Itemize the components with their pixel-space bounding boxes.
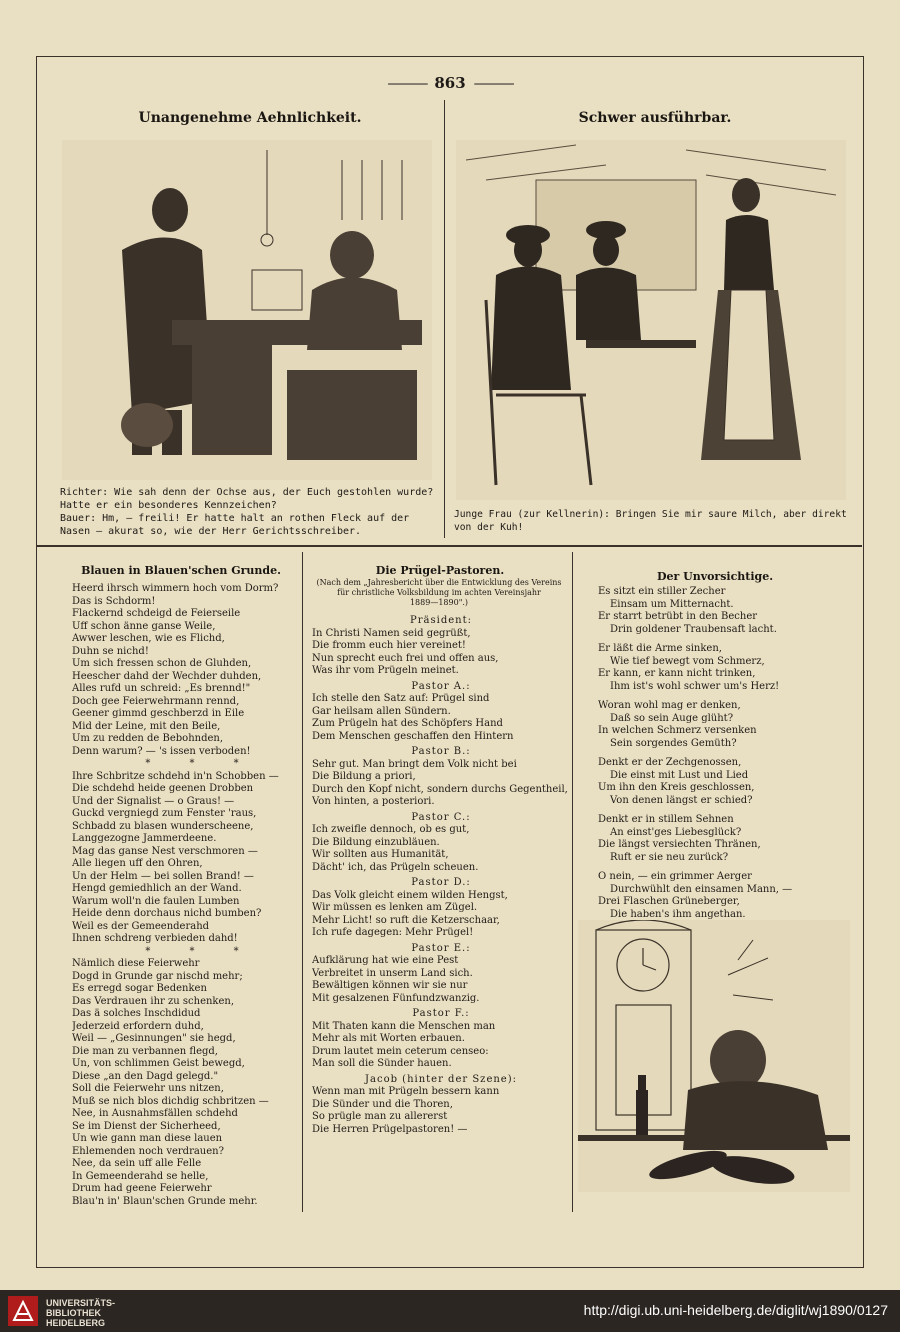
poem-line: Drin goldener Traubensaft lacht. (610, 623, 777, 635)
subtitle-line: (Nach dem „Jahresbericht über die Entwicklung des Vereins (316, 578, 562, 587)
poem-line: Wenn man mit Prügeln bessern kann (312, 1086, 500, 1097)
poem-line (598, 807, 848, 814)
poem-line: Se im Dienst der Sicherheed, (72, 1120, 221, 1132)
col1-poem (72, 583, 300, 1208)
poem-line: Dem Menschen geschaffen den Hintern (312, 730, 514, 742)
poem-line: An einst'ges Liebesglück? (610, 826, 742, 838)
poem-line: Woran wohl mag er denken, (598, 700, 741, 711)
col3-title: Der Unvorsichtige. (656, 570, 774, 583)
poem-line: Ihnen schdreng verbieden dahd! (72, 933, 238, 944)
poem-line: Sehr gut. Man bringt dem Volk nicht bei (312, 758, 517, 770)
poem-line: In Gemeenderahd se helle, (72, 1170, 209, 1182)
poem-line: Nämlich diese Feierwehr (72, 958, 200, 969)
poem-line: Un wie gann man diese lauen (72, 1133, 223, 1144)
poem-line: Soll die Feierwehr uns nitzen, (72, 1083, 224, 1094)
poem-line: Wie tief bewegt vom Schmerz, (610, 655, 765, 667)
poem-line: Denkt er in stillem Sehnen (598, 814, 734, 825)
poem-line: Verbreitet in unserm Land sich. (312, 967, 473, 979)
poem-line: Schbadd zu blasen wunderscheene, (72, 820, 254, 832)
subtitle-line: für christliche Volksbildung im achten Vereinsjahr (337, 588, 541, 597)
poem-line: Ich rufe dagegen: Mehr Prügel! (312, 927, 474, 938)
speaker-label: Pastor D.: (411, 877, 471, 888)
poem-line: Er starrt betrübt in den Becher (598, 611, 758, 622)
poem-line: Un der Helm — bei sollen Brand! — (72, 870, 254, 882)
right-cartoon-title: Schwer ausführbar. (578, 110, 732, 126)
poem-line: Muß se nich blos dichdig schbritzen — (72, 1095, 269, 1107)
poem-line: Ihm ist's wohl schwer um's Herz! (610, 680, 780, 692)
poem-line: Daß so sein Auge glüht? (610, 712, 734, 724)
poem-line: Uff schon änne ganse Weile, (72, 620, 216, 632)
poem-line: Alle liegen uff den Ohren, (72, 858, 203, 869)
col1-title: Blauen in Blauen'schen Grunde. (81, 564, 281, 577)
subtitle-line: 1889—1890".) (409, 598, 469, 607)
poem-line: Drum lautet mein ceterum censeo: (312, 1045, 489, 1057)
poem-line: Ich stelle den Satz auf: Prügel sind (312, 693, 490, 704)
poem-line: Mag das ganse Nest verschmoren — (72, 845, 258, 857)
poem-line: Denkt er der Zechgenossen, (598, 757, 742, 768)
poem-line: Um sich fressen schon de Gluhden, (72, 658, 252, 669)
poem-line: Die einst mit Lust und Lied (610, 769, 749, 781)
courtroom-illustration (62, 140, 432, 480)
library-name-line: BIBLIOTHEK (46, 1308, 101, 1318)
poem-line: Von hinten, a posteriori. (312, 796, 435, 807)
poem-line: Das is Schdorm! (72, 595, 156, 607)
speaker-label: Pastor E.: (411, 942, 471, 954)
poem-line: Die man zu verbannen flegd, (72, 1045, 218, 1057)
poem-line: Diese „an den Dagd gelegd." (72, 1070, 219, 1082)
poem-line: Warum woll'n die faulen Lumben (72, 895, 240, 907)
poem-line: Denn warum? — 's issen verboden! (72, 745, 251, 757)
poem-line: Hengd gemiedhlich an der Wand. (72, 883, 242, 894)
poem-line: Um zu redden de Bebohnden, (72, 733, 224, 744)
poem-line: Die Sünder und die Thoren, (312, 1098, 453, 1110)
poem-line: Die Herren Prügelpastoren! — (312, 1123, 468, 1135)
poem-line: Das Volk gleicht einem wilden Hengst, (312, 889, 508, 901)
poem-line (598, 693, 848, 700)
poem-line: Er kann, er kann nicht trinken, (598, 668, 756, 679)
poem-line: Dächt' ich, das Prügeln scheuen. (312, 861, 479, 873)
poem-line: Zum Prügeln hat des Schöpfers Hand (312, 718, 503, 729)
poem-line: Wir müssen es lenken am Zügel. (312, 902, 478, 913)
poem-line: Einsam um Mitternacht. (610, 598, 734, 610)
poem-line: Mid der Leine, mit den Beile, (72, 720, 221, 732)
caption-line: Nasen — akurat so, wie der Herr Gerichtsschreiber. (60, 526, 362, 537)
poem-line: Das ä solches Inschdidud (72, 1008, 201, 1019)
caption-line: Junge Frau (zur Kellnerin): Bringen Sie mir saure Milch, aber direkt (454, 509, 847, 520)
poem-line: Blau'n in' Blaun'schen Grunde mehr. (72, 1195, 258, 1207)
poem-line: Alles rufd un schreid: „Es brennd!" (72, 683, 251, 694)
page-number: ——— 863 ——— (0, 74, 900, 92)
poem-line: Drei Flaschen Grüneberger, (598, 896, 740, 907)
caption-line: Bauer: Hm, — freili! Er hatte halt an rothen Fleck auf der (60, 513, 410, 524)
poem-line: Die Bildung a priori, (312, 771, 416, 782)
poem-line: Wir sollten aus Humanität, (312, 849, 449, 860)
poem-line: Man soll die Sünder hauen. (312, 1058, 452, 1069)
poem-line (598, 636, 848, 643)
poem-line: Un, von schlimmen Geist bewegd, (72, 1058, 245, 1069)
poem-line: Heide denn dorchaus nichd bumben? (72, 908, 262, 919)
poem-line: Die fromm euch hier vereinet! (312, 640, 466, 651)
poem-line: Was ihr vom Prügeln meinet. (312, 665, 459, 676)
poem-line: Jederzeid erfordern duhd, (72, 1020, 204, 1032)
poem-line (598, 864, 848, 871)
poem-line: Es erregd sogar Bedenken (72, 983, 207, 994)
section-stars: * * * (145, 758, 257, 769)
drinker-illustration (578, 920, 850, 1192)
speaker-label: Pastor B.: (411, 746, 471, 757)
left-cartoon-caption (60, 486, 440, 538)
poem-line: Nun sprecht euch frei und offen aus, (312, 652, 499, 664)
col2-title: Die Prügel-Pastoren. (375, 564, 505, 577)
poem-line: Heerd ihrsch wimmern hoch vom Dorm? (72, 583, 279, 594)
poem-line: Von denen längst er schied? (610, 794, 753, 806)
poem-line: Bewältigen können wir sie nur (312, 980, 468, 991)
poem-line: Nee, in Ausnahmsfällen schdehd (72, 1108, 238, 1119)
poem-line: Die schdehd heide geenen Drobben (72, 783, 254, 794)
poem-line: Mehr Licht! so ruft die Ketzerschaar, (312, 914, 500, 926)
poem-line: Durchwühlt den einsamen Mann, — (610, 883, 793, 895)
poem-line: In welchen Schmerz versenken (598, 725, 757, 736)
library-name-line: HEIDELBERG (46, 1318, 106, 1328)
poem-line: Gar heilsam allen Sündern. (312, 705, 451, 717)
poem-line: Heescher dahd der Wechder duhden, (72, 670, 262, 682)
poem-line: Ruft er sie neu zurück? (610, 851, 729, 863)
column-divider-2 (572, 552, 573, 1212)
poem-line: Flackernd schdeigd de Feierseile (72, 608, 241, 619)
poem-line: Weil es der Gemeenderahd (72, 920, 210, 932)
poem-line: Ich zweifle dennoch, ob es gut, (312, 824, 470, 835)
poem-line: Ehlemenden noch verdrauen? (72, 1145, 224, 1157)
library-name (46, 1298, 115, 1328)
column-divider-1 (302, 552, 303, 1212)
speaker-label: Präsident: (410, 615, 472, 626)
poem-line: In Christi Namen seid gegrüßt, (312, 627, 471, 639)
poem-line: Aufklärung hat wie eine Pest (312, 955, 459, 966)
source-url-link[interactable]: http://digi.ub.uni-heidelberg.de/diglit/wj1890/0127 (583, 1302, 888, 1318)
caption-line: Richter: Wie sah denn der Ochse aus, der Euch gestohlen wurde? (60, 487, 434, 498)
poem-line: Nee, da sein uff alle Felle (72, 1158, 202, 1169)
col2-subtitle (308, 578, 570, 608)
poem-line: Sein sorgendes Gemüth? (610, 737, 737, 749)
poem-line: Guckd vergniegd zum Fenster 'raus, (72, 808, 257, 819)
speaker-label: Pastor F.: (412, 1008, 470, 1019)
caption-line: von der Kuh! (454, 522, 524, 533)
poem-line (598, 750, 848, 757)
poem-line: Mit gesalzenen Fünfundzwanzig. (312, 992, 480, 1004)
poem-line: Doch gee Feierwehrmann rennd, (72, 695, 240, 707)
poem-line: Ihre Schbritze schdehd in'n Schobben — (72, 770, 279, 782)
col2-poem (312, 612, 570, 1136)
poem-line: So prügle man zu allererst (312, 1111, 448, 1122)
col3-poem (598, 586, 848, 921)
speaker-label: Pastor C.: (411, 811, 471, 823)
footer-bar (0, 1290, 900, 1332)
cafe-garden-illustration (456, 140, 846, 500)
poem-line: Die längst versiechten Thränen, (598, 839, 761, 850)
right-cartoon-caption (454, 508, 854, 534)
poem-line: Mehr als mit Worten erbauen. (312, 1033, 465, 1044)
poem-line: O nein, — ein grimmer Aerger (598, 871, 752, 882)
poem-line: Die Bildung einzubläuen. (312, 836, 440, 848)
poem-line: Awwer leschen, wie es Flichd, (72, 633, 225, 644)
poem-line: Und der Signalist — o Graus! — (72, 795, 235, 807)
section-divider (37, 545, 862, 547)
poem-line: Durch den Kopf nicht, sondern durchs Gegentheil, (312, 783, 568, 795)
caption-line: Hatte er ein besonderes Kennzeichen? (60, 500, 277, 511)
left-cartoon-title: Unangenehme Aehnlichkeit. (138, 110, 362, 126)
library-name-line: UNIVERSITÄTS- (46, 1298, 116, 1308)
poem-line: Drum had geene Feierwehr (72, 1183, 212, 1194)
poem-line: Dogd in Grunde gar nischd mehr; (72, 970, 243, 982)
speaker-label: Pastor A.: (411, 680, 471, 692)
poem-line: Geener gimmd geschberzd in Eile (72, 708, 245, 719)
poem-line: Langgezogne Jammerdeene. (72, 833, 217, 844)
poem-line: Weil — „Gesinnungen" sie hegd, (72, 1033, 236, 1044)
poem-line: Es sitzt ein stiller Zecher (598, 586, 726, 597)
section-stars: * * * (145, 945, 257, 957)
university-library-logo-icon (8, 1296, 38, 1326)
poem-line: Duhn se nichd! (72, 645, 149, 657)
poem-line: Er läßt die Arme sinken, (598, 643, 722, 654)
speaker-label: Jacob (hinter der Szene): (365, 1073, 517, 1085)
poem-line: Die haben's ihm angethan. (610, 908, 746, 920)
poem-line: Das Verdrauen ihr zu schenken, (72, 995, 235, 1007)
cartoon-divider (444, 100, 445, 538)
poem-line: Um ihn den Kreis geschlossen, (598, 782, 755, 793)
poem-line: Mit Thaten kann die Menschen man (312, 1020, 496, 1032)
